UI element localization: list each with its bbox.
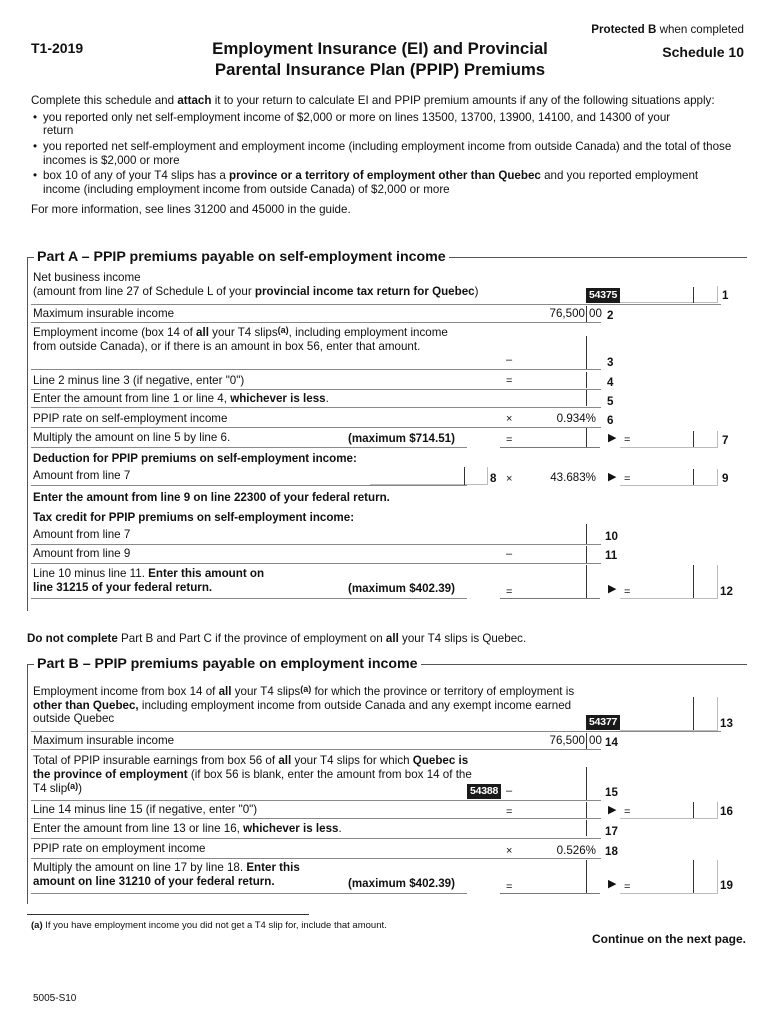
cents-divider (586, 390, 587, 406)
line-number-10: 10 (605, 530, 618, 543)
line-number-19: 19 (720, 879, 733, 892)
line-14-value: 76,500 (549, 734, 585, 747)
line-15-label (33, 754, 473, 796)
bullet-2: • you reported net self-employment and employment income (including employment income from outside Canada) and the total of those incomes is $2,000 or more (31, 140, 743, 167)
op-times: × (506, 413, 513, 425)
line-number-13: 13 (720, 717, 733, 730)
row-line (31, 563, 601, 564)
row-line (31, 598, 467, 599)
cents-divider (693, 860, 694, 893)
nb: Part B and Part C if the province of employment on (117, 632, 386, 645)
line-number-18: 18 (605, 845, 618, 858)
footnote (31, 920, 387, 931)
line-number-7: 7 (722, 434, 729, 447)
footnote-ref: (a) (277, 325, 289, 335)
b3c: and you reported employment income (including employment income from outside Canada) of $2,000 or more (43, 169, 699, 197)
line-12-input[interactable] (620, 565, 718, 599)
part-a-title: Part A – PPIP premiums payable on self-employment income (34, 249, 449, 266)
l13e: other than Quebec, (33, 698, 139, 712)
tax-credit-heading: Tax credit for PPIP premiums on self-employment income: (33, 511, 355, 524)
footnote-ref: (a) (67, 781, 79, 792)
line-17-label (33, 822, 342, 836)
l3b: all (196, 326, 209, 339)
cents-divider (586, 372, 587, 388)
cents-divider (693, 287, 694, 303)
l1b: (amount from line 27 of Schedule L of your (33, 284, 255, 298)
l15a: Total of PPIP insurable earnings from box 56 of (33, 754, 279, 767)
cents-divider (693, 802, 694, 818)
line-19-label (33, 861, 300, 888)
row-line (31, 304, 721, 305)
line-7-maximum: (maximum $714.51) (348, 432, 455, 445)
cents-divider (586, 767, 587, 800)
row-line (500, 598, 600, 599)
fa: (a) (31, 920, 43, 931)
line-5-label (33, 392, 329, 406)
bullet-1: • you reported only net self-employment income of $2,000 or more on lines 13500, 13700, 13900, 14100, and 14300 of your return (31, 111, 743, 138)
row-line (31, 858, 601, 859)
line-number-14: 14 (605, 736, 618, 749)
op-equals: = (624, 473, 631, 485)
b3b: province or a territory of employment other than Quebec (229, 169, 541, 183)
row-line (31, 322, 601, 323)
line-16-input[interactable] (620, 802, 718, 819)
line-8-label: Amount from line 7 (33, 469, 131, 482)
protected-bold: Protected B (591, 23, 657, 36)
cents-divider (586, 524, 587, 544)
continue-note: Continue on the next page. (591, 932, 746, 946)
protected-label (591, 23, 744, 37)
line-2-label: Maximum insurable income (33, 307, 175, 320)
op-equals: = (624, 434, 631, 446)
line-10-label: Amount from line 7 (33, 528, 131, 541)
lead-c: it to your return to calculate EI and PPIP premium amounts if any of the following situations apply: (211, 94, 715, 107)
l1c: provincial income tax return for Quebec (254, 284, 475, 298)
row-line (31, 544, 601, 545)
row-line (31, 731, 721, 732)
l12c: line 31215 of your federal return. (33, 580, 213, 594)
line-7-input[interactable] (620, 431, 718, 448)
l15c: your T4 slips for which (291, 754, 413, 767)
l19b: Enter this (246, 861, 300, 874)
op-minus: – (506, 548, 513, 560)
intro-bullets (31, 111, 743, 197)
row-line (31, 749, 601, 750)
line-number-4: 4 (607, 376, 614, 389)
line-18-value: 0.526% (556, 844, 596, 857)
lead-a: Complete this schedule and (31, 94, 178, 107)
line-number-8: 8 (490, 472, 497, 485)
line-11-label: Amount from line 9 (33, 547, 131, 560)
l12b: Enter this amount on (148, 567, 265, 580)
line-9-input[interactable] (620, 469, 718, 486)
l1a: Net business income (33, 271, 141, 284)
op-times: × (506, 845, 513, 857)
line-18-label: PPIP rate on employment income (33, 842, 206, 855)
line-6-value: 0.934% (556, 412, 596, 425)
cents-divider (693, 565, 694, 598)
row-line (31, 389, 601, 390)
line-13-input[interactable] (620, 697, 718, 731)
cents-divider (586, 428, 587, 447)
line-8-rate: 43.683% (550, 471, 596, 484)
line-number-2: 2 (607, 309, 614, 322)
line-number-3: 3 (607, 356, 614, 369)
l3d: , including employment income from outside Canada), or if there is an amount in box 56, enter that amount. (33, 326, 448, 353)
line-6-label: PPIP rate on self-employment income (33, 412, 228, 425)
l13b: all (218, 685, 232, 698)
l13d: for which the province or territory of employment is (311, 685, 575, 698)
row-line (31, 893, 467, 894)
title-line-2: Parental Insurance Plan (PPIP) Premiums (214, 60, 546, 79)
code-54377: 54377 (586, 715, 620, 730)
l15b: all (278, 754, 292, 767)
row-line (31, 407, 601, 408)
cents-divider (586, 306, 587, 322)
line-number-9: 9 (722, 472, 729, 485)
l13c: your T4 slips (231, 685, 301, 698)
line-number-1: 1 (722, 289, 729, 302)
row-line (31, 818, 601, 819)
line-7-label: Multiply the amount on line 5 by line 6. (33, 431, 231, 444)
op-minus: – (506, 785, 513, 797)
arrow-icon: ▶ (608, 878, 617, 890)
l15d: Quebec is the province of employment (33, 754, 469, 781)
l5b: whichever is less (230, 392, 326, 405)
l15f: ) (78, 782, 83, 796)
line-number-17: 17 (605, 825, 618, 838)
arrow-icon: ▶ (608, 804, 617, 816)
arrow-icon: ▶ (608, 471, 617, 483)
schedule-number: Schedule 10 (662, 44, 744, 60)
line-8-input[interactable] (370, 467, 488, 485)
row-line (31, 485, 467, 486)
cents-divider (586, 860, 587, 893)
line-19-input[interactable] (620, 860, 718, 894)
l13f: including employment income from outside Canada and any exempt income earned outside Quebec (33, 698, 572, 726)
nd: your T4 slips is Quebec. (398, 632, 527, 645)
cents-divider (693, 697, 694, 730)
line-number-11: 11 (605, 549, 618, 562)
code-54375: 54375 (586, 288, 620, 303)
protected-rest: when completed (656, 23, 744, 36)
line-16-label: Line 14 minus line 15 (if negative, enter "0") (33, 803, 258, 816)
line-number-6: 6 (607, 414, 614, 427)
line-12-maximum: (maximum $402.39) (348, 582, 455, 595)
line-1-input[interactable] (620, 286, 718, 303)
lead-b: attach (177, 94, 212, 107)
row-line (31, 838, 601, 839)
l17a: Enter the amount from line 13 or line 16, (33, 822, 244, 835)
cents-divider (586, 336, 587, 370)
l1d: ) (474, 284, 479, 298)
line-3-label (33, 325, 453, 353)
l5c: . (325, 392, 329, 405)
line-number-16: 16 (720, 805, 733, 818)
row-line (31, 447, 467, 448)
deduction-heading: Deduction for PPIP premiums on self-employment income: (33, 452, 357, 465)
row-line (31, 369, 601, 370)
intro-lead (31, 94, 743, 108)
line-number-15: 15 (605, 786, 618, 799)
cents-divider (693, 469, 694, 485)
line-2-cents: 00 (589, 307, 602, 320)
op-equals: = (506, 806, 513, 818)
row-line (500, 893, 600, 894)
more-info: For more information, see lines 31200 and 45000 in the guide. (31, 202, 351, 216)
page-title (190, 38, 570, 80)
op-equals: = (506, 375, 513, 387)
b3a: box 10 of any of your T4 slips has a (43, 169, 230, 183)
l13a: Employment income from box 14 of (33, 685, 219, 698)
line-13-label (33, 684, 593, 726)
l17b: whichever is less (243, 822, 339, 835)
l3a: Employment income (box 14 of (33, 326, 197, 339)
form-id: T1-2019 (31, 40, 84, 56)
cents-divider (693, 431, 694, 447)
part-b-note (27, 632, 526, 646)
line-19-maximum: (maximum $402.39) (348, 877, 455, 890)
line-number-12: 12 (720, 585, 733, 598)
line-2-value: 76,500 (549, 307, 585, 320)
line-1-label (33, 271, 533, 298)
line-14-label: Maximum insurable income (33, 734, 175, 747)
title-line-1: Employment Insurance (EI) and Provincial (212, 39, 548, 58)
cents-divider (586, 546, 587, 563)
op-equals: = (624, 881, 631, 893)
l5a: Enter the amount from line 1 or line 4, (33, 392, 231, 405)
nc: all (385, 632, 399, 645)
arrow-icon: ▶ (608, 583, 617, 595)
op-minus: – (506, 354, 513, 366)
arrow-icon: ▶ (608, 432, 617, 444)
l15e: (if box 56 is blank, enter the amount from box 14 of the T4 slip (33, 767, 472, 796)
op-equals: = (624, 586, 631, 598)
cents-divider (586, 802, 587, 818)
op-equals: = (506, 881, 513, 893)
line-4-label: Line 2 minus line 3 (if negative, enter "0") (33, 374, 245, 387)
line-14-cents: 00 (589, 734, 602, 747)
na: Do not complete (27, 632, 118, 645)
part-b-title: Part B – PPIP premiums payable on employment income (34, 656, 421, 673)
l19a: Multiply the amount on line 17 by line 18. (33, 861, 247, 874)
code-54388: 54388 (467, 784, 501, 799)
line-number-5: 5 (607, 395, 614, 408)
footnote-ref: (a) (300, 684, 312, 694)
op-times: × (506, 473, 513, 485)
l17c: . (338, 822, 342, 835)
form-code: 5005-S10 (33, 993, 77, 1004)
line-9-instruction: Enter the amount from line 9 on line 22300 of your federal return. (33, 491, 390, 504)
l12a: Line 10 minus line 11. (33, 567, 149, 580)
op-equals: = (624, 806, 631, 818)
cents-divider (464, 467, 465, 485)
cents-divider (586, 733, 587, 749)
op-equals: = (506, 434, 513, 446)
op-equals: = (506, 586, 513, 598)
bullet-3 (31, 169, 743, 196)
line-12-label (33, 567, 264, 594)
row-line (31, 427, 601, 428)
intro (31, 94, 743, 216)
l19c: amount on line 31210 of your federal return. (33, 874, 275, 888)
row-line (31, 800, 601, 801)
cents-divider (586, 820, 587, 836)
l3c: your T4 slips (208, 326, 278, 339)
cents-divider (586, 565, 587, 598)
footnote-rule (27, 914, 309, 915)
row-line (500, 447, 600, 448)
fb: If you have employment income you did not get a T4 slip for, include that amount. (42, 920, 387, 931)
